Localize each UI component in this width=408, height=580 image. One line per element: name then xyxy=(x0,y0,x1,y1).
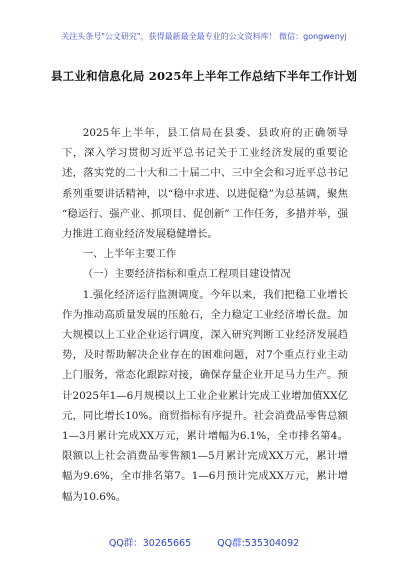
intro-paragraph: 2025年上半年，县工信局在县委、县政府的正确领导下，深入学习贯彻习近平总书记关于工业经济发展的重要论述，落实党的二十大和二十届二中、三中全会和习近平总书记系列重要讲话精神，以“稳中求进、以进促稳”为总基调，聚焦 “稳运行、强产业、抓项目、促创新” 工作任务，多措并举，强力推进工商业经济发展稳健增长。 xyxy=(62,127,348,241)
subsection-heading-1: （一）主要经济指标和重点工程项目建设情况 xyxy=(82,268,291,281)
footer-qq-group-2: QQ群:535304092 xyxy=(217,538,300,549)
document-body xyxy=(62,123,348,507)
header-promo-note: 关注头条号"公文研究"，获得最新最全最专业的公文资料库！ 微信：gongwenyj xyxy=(61,32,347,41)
item-paragraph-1: 1.强化经济运行监测调度。今年以来，我们把稳工业增长作为推动高质量发展的压舱石，全力稳定工业经济增长盘。加大规模以上工业企业运行调度，深入研究判断工业经济发展趋势，及时帮助解决企业存在的困难问题，对7个重点行业主动上门服务，常态化跟踪对接，确保存量企业开足马力生产。预计2025年1—6月规模以上工业企业累计完成工业增加值XX亿元，同比增长10%。商贸指标有序提升。社会消费品零售总额1—3月累计完成XX万元，累计增幅为6.1%，全市排名第4。限额以上社会消费品零售额1—5月累计完成XX万元，累计增幅为9.6%，全市排名第7。1—6月预计完成XX万元，累计增幅为10.6%。 xyxy=(62,288,348,503)
document-title: 县工业和信息化局 2025年上半年工作总结下半年工作计划 xyxy=(50,69,358,83)
footer-contact xyxy=(0,535,408,549)
section-heading-1: 一、上半年主要工作 xyxy=(82,248,177,261)
footer-qq-group-1: QQ群：30265665 xyxy=(108,538,192,549)
